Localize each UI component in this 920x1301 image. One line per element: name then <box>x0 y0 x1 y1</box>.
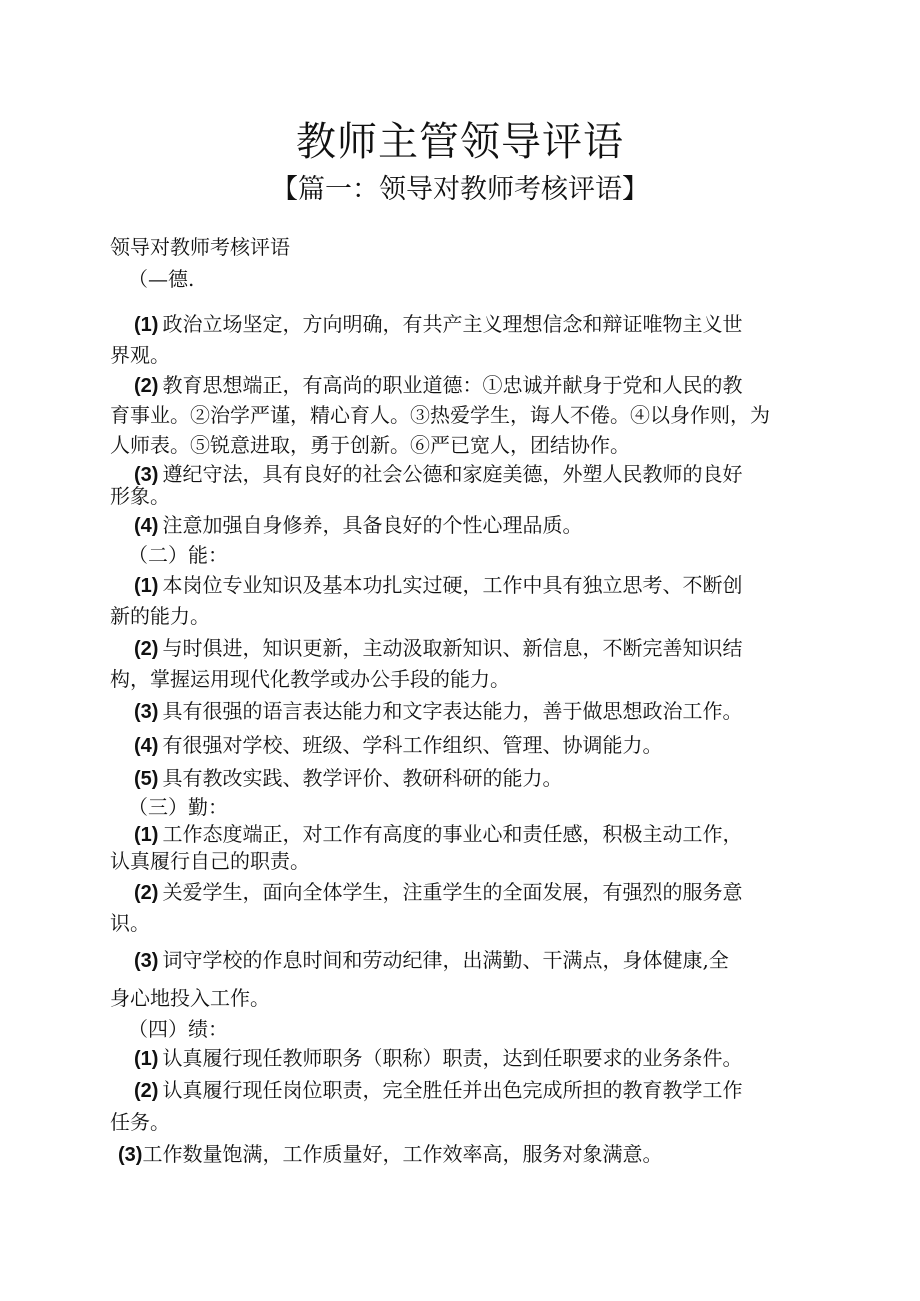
item-number: (5) <box>134 768 159 790</box>
item-number: (2) <box>134 1080 159 1102</box>
paragraph-line: 形象。 <box>110 484 170 508</box>
paragraph-line: 身心地投入工作。 <box>110 986 270 1010</box>
item-number: (3) <box>134 701 159 723</box>
paragraph-line <box>134 459 742 490</box>
paragraph-line: 构，掌握运用现代化教学或办公手段的能力。 <box>110 667 510 691</box>
item-number: (3) <box>134 464 159 486</box>
item-text: 与时俱进，知识更新，主动汲取新知识、新信息，不断完善知识结 <box>162 636 743 660</box>
paragraph-line: 任务。 <box>110 1110 170 1134</box>
section-heading-de: （—德. <box>128 267 195 291</box>
section-heading-ji: （四）绩： <box>128 1017 228 1041</box>
item-number: (2) <box>134 375 159 397</box>
paragraph-line <box>134 877 742 908</box>
section-heading-qin: （三）勤： <box>128 795 228 819</box>
item-text: 认真履行现任教师职务（职称）职责，达到任职要求的业务条件。 <box>162 1046 743 1070</box>
item-number: (4) <box>134 515 159 537</box>
paragraph-line <box>134 696 742 727</box>
paragraph-line <box>134 570 742 601</box>
paragraph-line <box>118 1139 662 1170</box>
item-number: (2) <box>134 882 159 904</box>
section-heading-neng: （二）能： <box>128 543 228 567</box>
paragraph-line <box>134 1043 742 1074</box>
item-text: 教育思想端正，有高尚的职业道德：①忠诚并献身于党和人民的教 <box>162 373 743 397</box>
item-text: 词守学校的作息时间和劳动纪律，出满勤、干满点，身体健康,全 <box>162 948 729 972</box>
item-text: 工作态度端正，对工作有高度的事业心和责任感，积极主动工作， <box>162 822 743 846</box>
paragraph-line <box>134 633 742 664</box>
intro-heading: 领导对教师考核评语 <box>110 235 290 259</box>
item-number: (2) <box>134 638 159 660</box>
item-number: (3) <box>134 950 159 972</box>
paragraph-line: 人师表。⑤锐意进取，勇于创新。⑥严已宽人，团结协作。 <box>110 433 630 457</box>
item-number: (4) <box>134 735 159 757</box>
item-text: 注意加强自身修养，具备良好的个性心理品质。 <box>162 513 583 537</box>
item-text: 认真履行现任岗位职责，完全胜任并出色完成所担的教育教学工作 <box>162 1078 743 1102</box>
paragraph-line <box>134 1075 742 1106</box>
item-text: 关爱学生，面向全体学生，注重学生的全面发展，有强烈的服务意 <box>162 880 743 904</box>
page-subtitle: 【篇一：领导对教师考核评语】 <box>271 174 649 205</box>
item-text: 具有很强的语言表达能力和文字表达能力，善于做思想政治工作。 <box>162 699 743 723</box>
paragraph-line <box>134 370 742 401</box>
item-text: 具有教改实践、教学评价、教研科研的能力。 <box>162 766 563 790</box>
paragraph-line <box>134 309 742 340</box>
item-text: 本岗位专业知识及基本功扎实过硬，工作中具有独立思考、不断创 <box>162 573 743 597</box>
item-number: (3) <box>118 1144 143 1166</box>
page-title: 教师主管领导评语 <box>296 119 624 165</box>
item-number: (1) <box>134 824 159 846</box>
paragraph-line: 认真履行自己的职责。 <box>110 849 310 873</box>
paragraph-line <box>134 510 582 541</box>
paragraph-line: 新的能力。 <box>110 604 210 628</box>
item-text: 工作数量饱满，工作质量好，工作效率高，服务对象满意。 <box>142 1142 663 1166</box>
paragraph-line: 育事业。②治学严谨，精心育人。③热爱学生，诲人不倦。④以身作则，为 <box>110 403 770 427</box>
item-number: (1) <box>134 314 159 336</box>
item-text: 政治立场坚定，方向明确，有共产主义理想信念和辩证唯物主义世 <box>162 312 743 336</box>
paragraph-line: 识。 <box>110 911 150 935</box>
paragraph-line: 界观。 <box>110 343 170 367</box>
paragraph-line <box>134 945 729 976</box>
item-text: 遵纪守法，具有良好的社会公德和家庭美德，外塑人民教师的良好 <box>162 462 743 486</box>
paragraph-line <box>134 763 562 794</box>
item-number: (1) <box>134 1048 159 1070</box>
paragraph-line <box>134 730 662 761</box>
item-number: (1) <box>134 575 159 597</box>
item-text: 有很强对学校、班级、学科工作组织、管理、协调能力。 <box>162 733 663 757</box>
